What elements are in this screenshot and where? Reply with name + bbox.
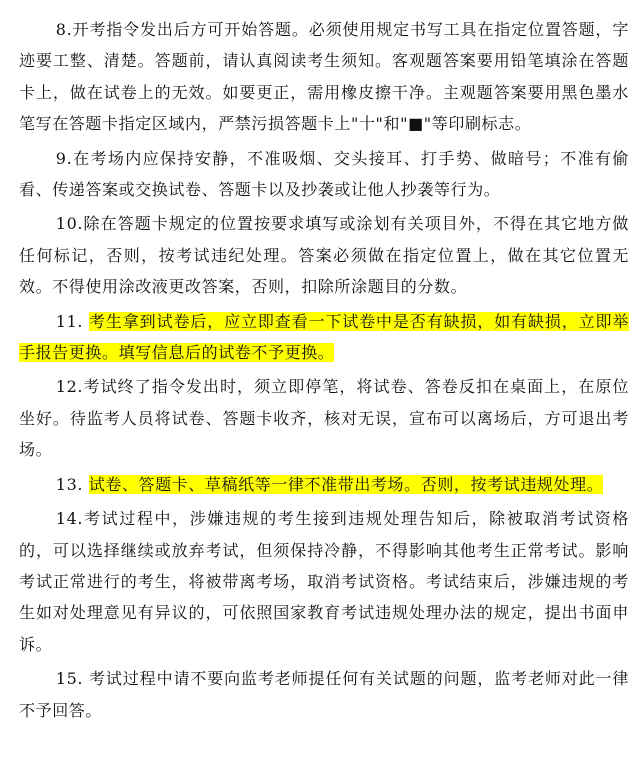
highlighted-rule-text: 考生拿到试卷后，应立即查看一下试卷中是否有缺损，如有缺损，立即举手报告更换。填写信息后的试卷不予更换。 bbox=[19, 311, 630, 363]
rule-12 bbox=[19, 371, 629, 465]
rule-text: 除在答题卡规定的位置按要求填写或涂划有关项目外，不得在其它地方做任何标记，否则，按考试违纪处理。答案必须做在指定位置上，做在其它位置无效。不得使用涂改液更改答案，否则，扣除所涂题目的分数。 bbox=[19, 214, 629, 297]
rule-15 bbox=[19, 663, 629, 726]
rule-number: 11. bbox=[55, 311, 84, 331]
highlighted-rule-text: 试卷、答题卡、草稿纸等一律不准带出考场。否则，按考试违规处理。 bbox=[88, 474, 604, 494]
rule-13 bbox=[19, 469, 629, 500]
rule-number: 13. bbox=[55, 474, 84, 494]
rule-10 bbox=[19, 208, 629, 302]
rule-14 bbox=[19, 503, 629, 660]
rule-number: 9. bbox=[55, 148, 73, 168]
rule-text: 在考场内应保持安静，不准吸烟、交头接耳、打手势、做暗号；不准有偷看、传递答案或交换试卷、答题卡以及抄袭或让他人抄袭等行为。 bbox=[19, 148, 629, 200]
rule-number: 8. bbox=[55, 20, 73, 39]
rule-text: 开考指令发出后方可开始答题。必须使用规定书写工具在指定位置答题，字迹要工整、清楚。答题前，请认真阅读考生须知。客观题答案要用铅笔填涂在答题卡上，做在试卷上的无效。如要更正，需用橡皮擦干净。主观题答案要用黑色墨水笔写在答题卡指定区域内，严禁污损答题卡上"十"和"■"等印刷标志。 bbox=[19, 20, 629, 134]
rule-text: 考试过程中请不要向监考老师提任何有关试题的问题，监考老师对此一律不予回答。 bbox=[19, 669, 630, 720]
rule-11 bbox=[19, 306, 629, 369]
rule-text: 考试终了指令发出时，须立即停笔，将试卷、答卷反扣在桌面上，在原位坐好。待监考人员将试卷、答题卡收齐，核对无误，宣布可以离场后，方可退出考场。 bbox=[19, 377, 629, 460]
rule-number: 14. bbox=[55, 509, 84, 529]
rule-8 bbox=[19, 14, 629, 140]
rule-number: 15. bbox=[55, 669, 84, 689]
rule-number: 12. bbox=[55, 377, 84, 397]
rule-text: 考试过程中，涉嫌违规的考生接到违规处理告知后，除被取消考试资格的，可以选择继续或放弃考试，但须保持冷静，不得影响其他考生正常考试。影响考试正常进行的考生，将被带离考场，取消考试资格。考试结束后，涉嫌违规的考生如对处理意见有异议的，可依照国家教育考试违规处理办法的规定，提出书面申诉。 bbox=[19, 509, 629, 654]
rule-9 bbox=[19, 143, 629, 206]
rule-number: 10. bbox=[55, 214, 84, 234]
